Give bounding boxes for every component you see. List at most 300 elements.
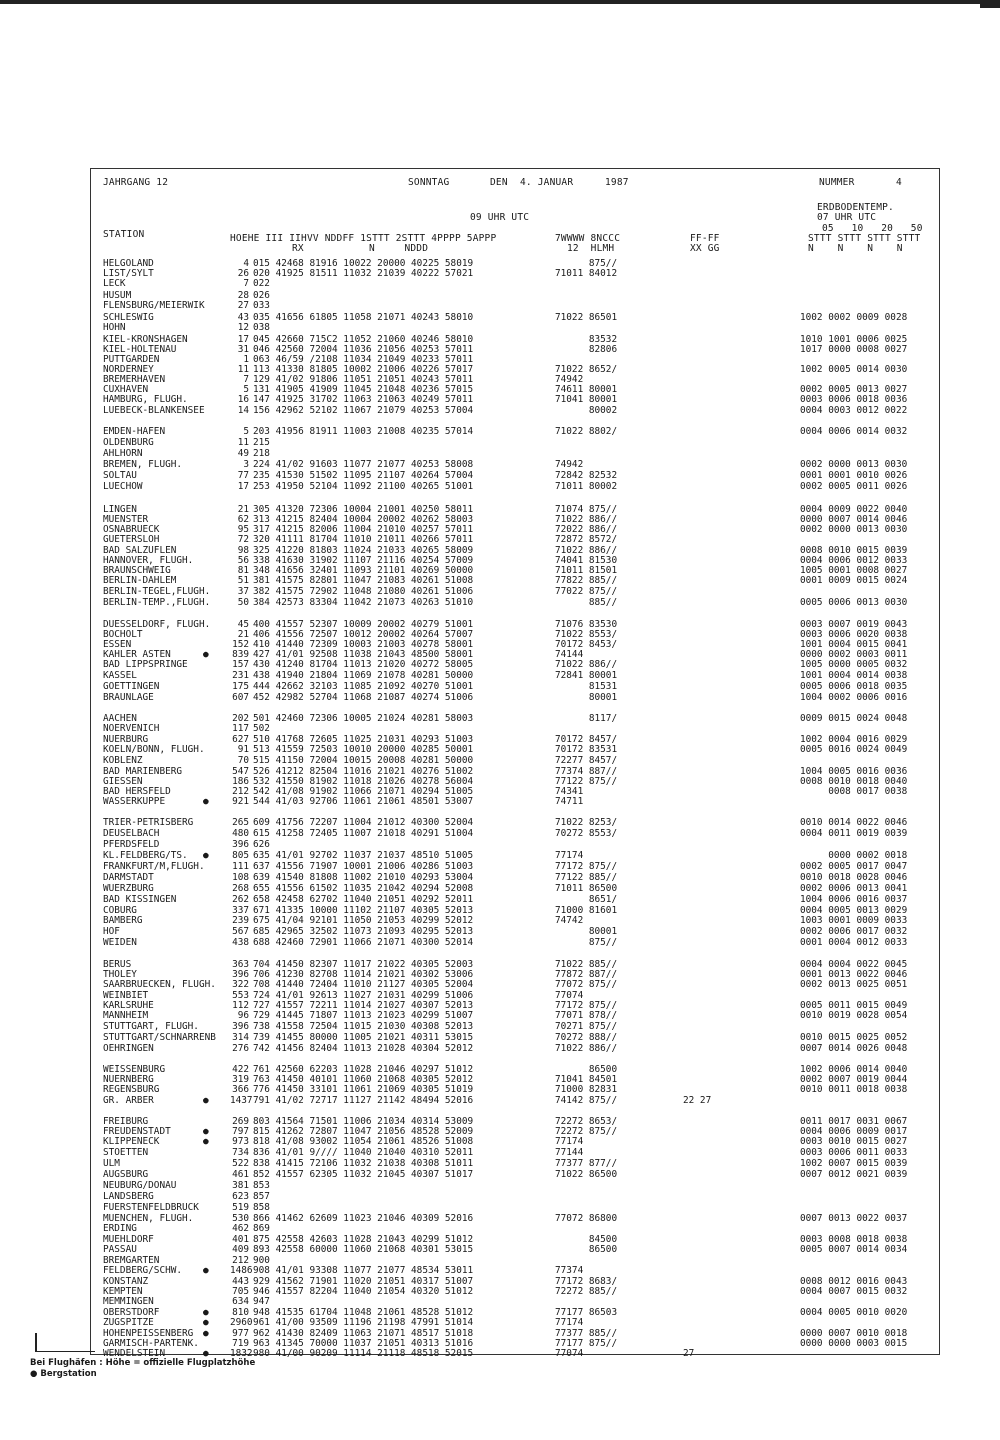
weather-codes: 71022 886// — [555, 545, 618, 556]
observation-codes: 853 — [253, 1180, 270, 1191]
station-name: BAD LIPPSPRINGE — [103, 659, 188, 670]
soil-temperatures: 0007 0014 0026 0048 — [800, 1043, 908, 1054]
observation-codes: 384 42573 83304 11042 21073 40263 51010 — [253, 597, 474, 608]
weather-codes: 82806 — [555, 344, 618, 355]
weather-codes: 74341 — [555, 786, 584, 797]
table-row — [0, 395, 1000, 405]
margin-bracket-line — [35, 1351, 95, 1352]
soil-temperatures: 0002 0007 0019 0044 — [800, 1074, 908, 1085]
station-name: BAMBERG — [103, 915, 143, 926]
soil-temperatures: 0002 0005 0013 0027 — [800, 384, 908, 395]
station-height: 91 — [237, 744, 249, 755]
table-row — [0, 1170, 1000, 1180]
station-name: WASSERKUPPE — [103, 796, 166, 807]
weather-codes: 83532 — [555, 334, 618, 345]
station-height: 396 — [232, 1021, 249, 1032]
station-height: 839 — [232, 649, 249, 660]
station-name: MANNHEIM — [103, 1010, 149, 1021]
observation-codes: 305 41320 72306 10004 21001 40250 58011 — [253, 504, 474, 515]
station-height: 186 — [232, 776, 249, 787]
observation-codes: 427 41/01 92508 11038 21043 48500 58001 — [253, 649, 474, 660]
station-height: 547 — [232, 766, 249, 777]
observation-codes: 963 41345 70000 11037 21051 40313 51016 — [253, 1338, 474, 1349]
table-row — [0, 927, 1000, 937]
station-name: MUENCHEN, FLUGH. — [103, 1213, 194, 1224]
soil-temperatures: 0004 0006 0014 0032 — [800, 426, 908, 437]
table-row — [0, 1203, 1000, 1213]
observation-codes: 147 41925 31702 11063 21063 40249 57011 — [253, 394, 474, 405]
station-name: OEHRINGEN — [103, 1043, 154, 1054]
station-height: 262 — [232, 894, 249, 905]
station-height: 3 — [243, 459, 249, 470]
weather-codes: 71022 8652/ — [555, 364, 618, 375]
station-height: 202 — [232, 713, 249, 724]
soil-temperatures: 1002 0006 0014 0040 — [800, 1064, 908, 1075]
station-name: KAHLER ASTEN — [103, 649, 171, 660]
observation-codes: 836 41/01 9//// 11040 21040 40310 52011 — [253, 1147, 474, 1158]
station-height: 96 — [237, 1010, 249, 1021]
observation-codes: 444 42662 32103 11085 21092 40270 51001 — [253, 681, 474, 692]
observation-codes: 893 42558 60000 11060 21068 40301 53015 — [253, 1244, 474, 1255]
observation-codes: 035 41656 61805 11058 21071 40243 58010 — [253, 312, 474, 323]
station-name: BERLIN-DAHLEM — [103, 575, 177, 586]
soil-temperatures: 0002 0006 0013 0041 — [800, 883, 908, 894]
mountain-station-marker: ● — [203, 1136, 209, 1147]
station-name: COBURG — [103, 905, 137, 916]
table-row — [0, 884, 1000, 894]
weather-codes: 885// — [555, 597, 618, 608]
observation-codes: 609 41756 72207 11004 21012 40300 52004 — [253, 817, 474, 828]
soil-temperatures: 0004 0006 0012 0033 — [800, 555, 908, 566]
observation-codes: 203 41956 81911 11003 21008 40235 57014 — [253, 426, 474, 437]
station-name: WEIDEN — [103, 937, 137, 948]
station-height: 265 — [232, 817, 249, 828]
obs-columns-subheader: RX N NDDD — [292, 243, 429, 254]
station-height: 268 — [232, 883, 249, 894]
table-row — [0, 1192, 1000, 1202]
table-row — [0, 862, 1000, 872]
weather-codes: 70271 875// — [555, 1021, 618, 1032]
station-name: BAD HERSFELD — [103, 786, 171, 797]
station-height: 27 — [237, 300, 249, 311]
station-height: 276 — [232, 1043, 249, 1054]
station-name: AHLHORN — [103, 448, 143, 459]
footnote-airports: Bei Flughäfen : Höhe = offizielle Flugplatzhöhe — [30, 1358, 256, 1368]
observation-codes: 724 41/01 92613 11027 21031 40299 51006 — [253, 990, 474, 1001]
observation-codes: 510 41768 72605 11025 21031 40293 51003 — [253, 734, 474, 745]
observation-codes: 738 41558 72504 11015 21030 40308 52013 — [253, 1021, 474, 1032]
station-height: 462 — [232, 1223, 249, 1234]
station-name: KOBLENZ — [103, 755, 143, 766]
soil-temperatures: 0005 0006 0013 0030 — [800, 597, 908, 608]
station-name: ESSEN — [103, 639, 132, 650]
weather-codes: 71041 84501 — [555, 1074, 618, 1085]
station-height: 50 — [237, 597, 249, 608]
table-row — [0, 660, 1000, 670]
table-row — [0, 1245, 1000, 1255]
table-row — [0, 1318, 1000, 1328]
weather-codes: 77144 — [555, 1147, 584, 1158]
station-height: 81 — [237, 565, 249, 576]
weather-codes: 77377 877// — [555, 1158, 618, 1169]
table-row — [0, 1159, 1000, 1169]
station-height: 17 — [237, 334, 249, 345]
station-name: SAARBRUECKEN, FLUGH. — [103, 979, 216, 990]
station-name: DARMSTADT — [103, 872, 154, 883]
nummer-value: 4 — [896, 177, 902, 188]
weather-codes: 71041 80001 — [555, 394, 618, 405]
table-row — [0, 598, 1000, 608]
station-height: 17 — [237, 481, 249, 492]
station-name: FRANKFURT/M,FLUGH. — [103, 861, 205, 872]
soil-temperatures: 0002 0000 0013 0030 — [800, 524, 908, 535]
observation-codes: 671 41335 10000 11102 21107 40305 52013 — [253, 905, 474, 916]
table-row — [0, 1137, 1000, 1147]
station-name: PUTTGARDEN — [103, 354, 160, 365]
weather-codes: 77122 885// — [555, 872, 618, 883]
soil-temperatures: 0003 0008 0018 0038 — [800, 1234, 908, 1245]
station-name: BAD MARIENBERG — [103, 766, 183, 777]
weather-codes: 77174 — [555, 1317, 584, 1328]
soil-temperatures: 0005 0011 0015 0049 — [800, 1000, 908, 1011]
observation-codes: 113 41330 81805 10002 21006 40226 57017 — [253, 364, 474, 375]
station-height: 14 — [237, 405, 249, 416]
weather-codes: 80002 — [555, 405, 618, 416]
observation-codes: 615 41258 72405 11007 21018 40291 51004 — [253, 828, 474, 839]
table-row — [0, 797, 1000, 807]
soil-temperatures: 0007 0013 0022 0037 — [800, 1213, 908, 1224]
weather-codes: 72277 8457/ — [555, 755, 618, 766]
weather-codes: 74142 875// — [555, 1095, 618, 1106]
weather-codes: 72272 885// — [555, 1286, 618, 1297]
weather-codes: 86500 — [555, 1244, 618, 1255]
station-name: MEMMINGEN — [103, 1296, 154, 1307]
weather-columns-header: 7WWWW 8NCCC — [555, 233, 621, 244]
station-height: 409 — [232, 1244, 249, 1255]
observation-codes: 763 41450 40101 11060 21068 40305 52012 — [253, 1074, 474, 1085]
station-name: THOLEY — [103, 969, 137, 980]
station-name: NUERNBERG — [103, 1074, 154, 1085]
station-name: LUECHOW — [103, 481, 143, 492]
observation-codes: 020 41925 81511 11032 21039 40222 57021 — [253, 268, 474, 279]
soil-temperatures: 1001 0004 0014 0038 — [800, 670, 908, 681]
station-height: 37 — [237, 586, 249, 597]
soil-temperatures: 0003 0006 0020 0038 — [800, 629, 908, 640]
station-name: BAD KISSINGEN — [103, 894, 177, 905]
table-row — [0, 745, 1000, 755]
station-name: KONSTANZ — [103, 1276, 149, 1287]
station-name: PASSAU — [103, 1244, 137, 1255]
observation-codes: 626 — [253, 839, 270, 850]
station-name: HOHENPEISSENBERG — [103, 1328, 194, 1339]
station-name: BRAUNSCHWEIG — [103, 565, 171, 576]
observation-codes: 026 — [253, 290, 270, 301]
station-name: LINGEN — [103, 504, 137, 515]
table-row — [0, 438, 1000, 448]
weather-codes: 71022 8253/ — [555, 817, 618, 828]
station-name: SOLTAU — [103, 470, 137, 481]
observation-codes: 317 41215 82006 11004 21010 40257 57011 — [253, 524, 474, 535]
station-name: KASSEL — [103, 670, 137, 681]
observation-codes: 156 42962 52102 11067 21079 40253 57004 — [253, 405, 474, 416]
table-row — [0, 1266, 1000, 1276]
soil-temperatures: 0007 0012 0021 0039 — [800, 1169, 908, 1180]
observation-codes: 688 42460 72901 11066 21071 40300 52014 — [253, 937, 474, 948]
observation-codes: 727 41557 72211 11014 21027 40307 52013 — [253, 1000, 474, 1011]
observation-codes: 858 — [253, 1202, 270, 1213]
station-name: NUERBURG — [103, 734, 149, 745]
station-name: FELDBERG/SCHW. — [103, 1265, 183, 1276]
table-row — [0, 1085, 1000, 1095]
table-row — [0, 1096, 1000, 1106]
station-height: 322 — [232, 979, 249, 990]
soil-temperatures: 1005 0001 0008 0027 — [800, 565, 908, 576]
weather-codes: 77172 8683/ — [555, 1276, 618, 1287]
observation-codes: 875 42558 42603 11028 21043 40299 51012 — [253, 1234, 474, 1245]
mountain-station-marker: ● — [203, 1126, 209, 1137]
observation-codes: 947 — [253, 1296, 270, 1307]
observation-codes: 410 41440 72309 10003 21003 40278 58001 — [253, 639, 474, 650]
station-height: 269 — [232, 1116, 249, 1127]
table-row — [0, 873, 1000, 883]
station-height: 1486 — [230, 1265, 253, 1276]
observation-codes: 675 41/04 92101 11050 21053 40299 52012 — [253, 915, 474, 926]
station-name: AUGSBURG — [103, 1169, 149, 1180]
station-name: HANNOVER, FLUGH. — [103, 555, 194, 566]
observation-codes: 022 — [253, 278, 270, 289]
station-name: KLIPPENECK — [103, 1136, 160, 1147]
station-height: 16 — [237, 394, 249, 405]
station-height: 797 — [232, 1126, 249, 1137]
table-row — [0, 587, 1000, 597]
nummer-label: NUMMER — [819, 177, 855, 188]
station-height: 567 — [232, 926, 249, 937]
station-height: 805 — [232, 850, 249, 861]
table-row — [0, 482, 1000, 492]
table-row — [0, 460, 1000, 470]
station-height: 12 — [237, 322, 249, 333]
station-height: 5 — [243, 384, 249, 395]
station-height: 443 — [232, 1276, 249, 1287]
observation-codes: 046 42560 72004 11036 21056 40253 57011 — [253, 344, 474, 355]
station-name: KIEL-HOLTENAU — [103, 344, 177, 355]
soil-temperatures: 0003 0006 0018 0036 — [800, 394, 908, 405]
weather-codes: 74611 80001 — [555, 384, 618, 395]
observation-codes: 961 41/00 93509 11196 21198 47991 51014 — [253, 1317, 474, 1328]
station-height: 51 — [237, 575, 249, 586]
observation-codes: 033 — [253, 300, 270, 311]
station-name: HOHN — [103, 322, 126, 333]
observation-codes: 946 41557 82204 11040 21054 40320 51012 — [253, 1286, 474, 1297]
weather-codes: 77177 86503 — [555, 1307, 618, 1318]
station-height: 553 — [232, 990, 249, 1001]
observation-codes: 852 41557 62305 11032 21045 40307 51017 — [253, 1169, 474, 1180]
station-height: 62 — [237, 514, 249, 525]
station-name: GARMISCH-PARTENK. — [103, 1338, 199, 1349]
soil-temperatures: 0002 0013 0025 0051 — [800, 979, 908, 990]
weather-codes: 86500 — [555, 1064, 618, 1075]
observation-codes: 708 41440 72404 11010 21127 40305 52004 — [253, 979, 474, 990]
weather-codes: 74742 — [555, 915, 584, 926]
weather-codes: 72022 886// — [555, 524, 618, 535]
weather-codes: 74942 — [555, 374, 584, 385]
observation-codes: 015 42468 81916 10022 20000 40225 58019 — [253, 258, 474, 269]
observation-codes: 406 41556 72507 10012 20002 40264 57007 — [253, 629, 474, 640]
jahrgang-label: JAHRGANG 12 — [103, 177, 169, 188]
station-height: 627 — [232, 734, 249, 745]
observation-codes: 542 41/08 91902 11066 21071 40294 51005 — [253, 786, 474, 797]
weather-codes: 8117/ — [555, 713, 618, 724]
observation-codes: 381 41575 82801 11047 21083 40261 51008 — [253, 575, 474, 586]
station-name: BERLIN-TEGEL,FLUGH. — [103, 586, 211, 597]
soil-temperatures: 1005 0000 0005 0032 — [800, 659, 908, 670]
soil-temperatures: 0000 0000 0003 0015 — [800, 1338, 908, 1349]
station-name: STUTTGART/SCHNARRENB — [103, 1032, 216, 1043]
observation-codes: 063 46/59 /2108 11034 21049 40233 57011 — [253, 354, 474, 365]
observation-codes: 639 41540 81808 11002 21010 40293 53004 — [253, 872, 474, 883]
station-height: 480 — [232, 828, 249, 839]
station-height: 28 — [237, 290, 249, 301]
station-height: 21 — [237, 504, 249, 515]
weather-codes: 70172 83531 — [555, 744, 618, 755]
station-name: HELGOLAND — [103, 258, 154, 269]
observation-time: 09 UHR UTC — [470, 212, 530, 223]
table-row — [0, 1011, 1000, 1021]
weather-codes: 77174 — [555, 1136, 584, 1147]
table-row — [0, 1224, 1000, 1234]
soil-temp-time: 07 UHR UTC — [817, 212, 877, 223]
station-name: AACHEN — [103, 713, 137, 724]
year-label: 1987 — [605, 177, 629, 188]
station-height: 461 — [232, 1169, 249, 1180]
soil-temperatures: 1004 0005 0016 0036 — [800, 766, 908, 777]
weather-codes: 70272 888// — [555, 1032, 618, 1043]
soil-temperatures: 1002 0005 0014 0030 — [800, 364, 908, 375]
station-height: 117 — [232, 723, 249, 734]
table-row — [0, 301, 1000, 311]
table-row — [0, 576, 1000, 586]
station-name: REGENSBURG — [103, 1084, 160, 1095]
station-height: 11 — [237, 364, 249, 375]
observation-codes: 739 41455 80000 11005 21021 40311 53015 — [253, 1032, 474, 1043]
weather-codes: 71076 83530 — [555, 619, 618, 630]
station-name: BAD SALZUFLEN — [103, 545, 177, 556]
station-height: 396 — [232, 969, 249, 980]
station-height: 810 — [232, 1307, 249, 1318]
station-name: KEMPTEN — [103, 1286, 143, 1297]
weather-codes: 84500 — [555, 1234, 618, 1245]
wind-columns-subheader: XX GG — [690, 243, 720, 254]
observation-codes: 526 41212 82504 11016 21021 40276 51002 — [253, 766, 474, 777]
station-name: KOELN/BONN, FLUGH. — [103, 744, 205, 755]
weather-codes: 71011 81501 — [555, 565, 618, 576]
station-name: OBERSTDORF — [103, 1307, 160, 1318]
observation-codes: 224 41/02 91603 11077 21077 40253 58008 — [253, 459, 474, 470]
soil-temperatures: 1004 0006 0016 0037 — [800, 894, 908, 905]
weather-codes: 71000 82831 — [555, 1084, 618, 1095]
weather-codes: 72841 80001 — [555, 670, 618, 681]
observation-codes: 382 41575 72902 11048 21080 40261 51006 — [253, 586, 474, 597]
weather-codes: 72272 875// — [555, 1126, 618, 1137]
station-name: KL.FELDBERG/TS. — [103, 850, 188, 861]
station-name: MUEHLDORF — [103, 1234, 154, 1245]
weather-codes: 77072 875// — [555, 979, 618, 990]
table-row — [0, 323, 1000, 333]
station-height: 45 — [237, 619, 249, 630]
weather-codes: 70272 8553/ — [555, 828, 618, 839]
observation-codes: 742 41456 82404 11013 21028 40304 52012 — [253, 1043, 474, 1054]
observation-codes: 038 — [253, 322, 270, 333]
weather-codes: 875// — [555, 937, 618, 948]
station-height: 921 — [232, 796, 249, 807]
mountain-station-marker: ● — [203, 1095, 209, 1106]
observation-codes: 761 42560 62203 11028 21046 40297 51012 — [253, 1064, 474, 1075]
observation-codes: 348 41656 32401 11093 21101 40269 50000 — [253, 565, 474, 576]
weather-codes: 72842 82532 — [555, 470, 618, 481]
wind-gust: 27 — [683, 1348, 695, 1359]
observation-codes: 869 — [253, 1223, 270, 1234]
soil-temperatures: 0000 0002 0003 0011 — [800, 649, 908, 660]
table-row — [0, 471, 1000, 481]
observation-codes: 215 — [253, 437, 270, 448]
observation-codes: 929 41562 71901 11020 21051 40317 51007 — [253, 1276, 474, 1287]
observation-codes: 235 41530 51502 11095 21107 40264 57004 — [253, 470, 474, 481]
soil-temperatures: 0002 0000 0013 0030 — [800, 459, 908, 470]
weather-codes: 71022 886// — [555, 1043, 618, 1054]
station-height: 70 — [237, 755, 249, 766]
weather-codes: 77074 — [555, 990, 584, 1001]
observation-codes: 685 42965 32502 11073 21093 40295 52013 — [253, 926, 474, 937]
station-height: 49 — [237, 448, 249, 459]
station-name: FLENSBURG/MEIERWIK — [103, 300, 205, 311]
station-height: 519 — [232, 1202, 249, 1213]
observation-codes: 320 41111 81704 11010 21011 40266 57011 — [253, 534, 474, 545]
table-row — [0, 840, 1000, 850]
table-row — [0, 1148, 1000, 1158]
table-row — [0, 1297, 1000, 1307]
weather-codes: 72872 8572/ — [555, 534, 618, 545]
station-height: 623 — [232, 1191, 249, 1202]
station-name: OSNABRUECK — [103, 524, 160, 535]
station-height: 239 — [232, 915, 249, 926]
table-row — [0, 1033, 1000, 1043]
weather-codes: 80001 — [555, 692, 618, 703]
mountain-station-marker: ● — [203, 649, 209, 660]
observation-codes: 501 42460 72306 10005 21024 40281 58003 — [253, 713, 474, 724]
soil-temperatures: 0001 0004 0012 0033 — [800, 937, 908, 948]
weather-codes: 77172 875// — [555, 1000, 618, 1011]
station-name: DUESSELDORF, FLUGH. — [103, 619, 211, 630]
station-height: 401 — [232, 1234, 249, 1245]
station-height: 634 — [232, 1296, 249, 1307]
station-name: GUETERSLOH — [103, 534, 160, 545]
observation-codes: 980 41/00 90209 11114 21118 48518 52015 — [253, 1348, 474, 1359]
table-row — [0, 671, 1000, 681]
observation-codes: 502 — [253, 723, 270, 734]
station-height: 363 — [232, 959, 249, 970]
soil-temp-depths: 05 10 20 50 — [822, 223, 923, 234]
soil-temperatures: 0004 0004 0022 0045 — [800, 959, 908, 970]
observation-codes: 658 42458 62702 11040 21051 40292 52011 — [253, 894, 474, 905]
soil-temperatures: 0008 0012 0016 0043 — [800, 1276, 908, 1287]
station-height: 31 — [237, 344, 249, 355]
observation-codes: 815 41262 72807 11047 21056 48528 52009 — [253, 1126, 474, 1137]
observation-codes: 544 41/03 92706 11061 21061 48501 53007 — [253, 796, 474, 807]
table-row — [0, 895, 1000, 905]
margin-bracket — [35, 1333, 37, 1351]
weather-codes: 71022 885// — [555, 959, 618, 970]
station-height: 1437 — [230, 1095, 253, 1106]
